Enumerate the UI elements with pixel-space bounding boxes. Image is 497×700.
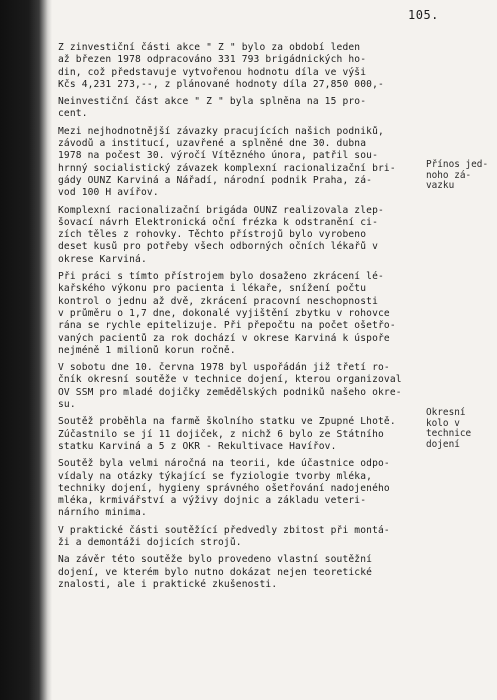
paragraph <box>58 42 420 91</box>
text-line: Z zinvestiční části akce " Z " bylo za období leden <box>58 42 361 53</box>
text-line: vídaly na otázky týkající se fyziologie tvorby mléka, <box>58 470 373 482</box>
text-line: 1978 na počest 30. výročí Vítězného února, patřil sou- <box>58 150 378 162</box>
text-line: až březen 1978 odpracováno 331 793 brigádnických ho- <box>58 54 367 66</box>
margin-note-line: vazku <box>426 180 455 191</box>
text-line: čník okresní soutěže v technice dojení, kterou organizoval <box>58 374 402 386</box>
text-line: statku Karviná a 5 z OKR - Rekultivace Havířov. <box>58 440 337 452</box>
paragraph <box>58 271 420 357</box>
text-line: závodů a institucí, uzavřené a splněné dne 30. dubna <box>58 138 367 150</box>
text-line: vaných pacientů za rok dochází v okrese Karviná k úspoře <box>58 332 390 344</box>
text-line: šovací návrh Elektronická oční frézka k odstranění ci- <box>58 216 378 228</box>
text-line: mléka, krmivářství a výživy dojnic a základu veteri- <box>58 495 367 507</box>
paragraph <box>58 458 420 519</box>
text-line: OV SSM pro mladé dojičky zemědělských podniků našeho okre- <box>58 386 402 398</box>
text-line: dojení, ve kterém bylo nutno dokázat nejen teoretické <box>58 566 373 578</box>
paragraph <box>58 96 420 121</box>
text-line: ži a demontáži dojicích strojů. <box>58 536 242 548</box>
margin-note-line: dojení <box>426 438 460 450</box>
text-line: V praktické části soutěžící předvedly zbitost při montá- <box>58 524 390 536</box>
margin-note-district-round <box>426 408 496 450</box>
text-line: deset kusů pro potřeby všech odborných očních lékařů v <box>58 241 378 253</box>
text-line: Mezi nejhodnotnější závazky pracujících našich podniků, <box>58 125 384 137</box>
margin-note-contribution <box>426 160 496 192</box>
paragraph <box>58 126 420 200</box>
text-line: Při práci s tímto přístrojem bylo dosaženo zkrácení lé- <box>58 271 384 283</box>
text-line: Zúčastnilo se jí 11 dojiček, z nichž 6 bylo ze Státního <box>58 428 384 440</box>
text-line: Soutěž proběhla na farmě školního statku ve Zpupné Lhotě. <box>58 416 396 428</box>
margin-note-line: noho zá- <box>426 169 472 181</box>
text-line: nejméně 1 milionů korun ročně. <box>58 344 236 356</box>
text-line: gády OÚNZ Karviná a Nářadí, národní podnik Praha, zá- <box>58 174 373 186</box>
margin-note-line: technice <box>426 428 472 439</box>
text-line: cent. <box>58 108 88 120</box>
margin-note-line: Okresní <box>426 407 466 418</box>
text-line: Neinvestiční část akce " Z " byla splněna na 15 pro- <box>58 96 367 108</box>
text-line: kontrol o jednu až dvě, zkrácení pracovní neschopnosti <box>58 295 378 307</box>
text-line: vod 100 H avířov. <box>58 187 159 199</box>
text-line: Komplexní racionalizační brigáda OÚNZ realizovala zlep- <box>58 204 384 216</box>
paragraph <box>58 205 420 266</box>
text-line: hrnný socialistický závazek komplexní racionalizační bri- <box>58 162 396 174</box>
text-line: su. <box>58 399 76 411</box>
text-line: rána se rychle epitelizuje. Při přepočtu na počet ošetřo- <box>58 320 396 332</box>
text-line: Soutěž byla velmi náročná na teorii, kde účastnice odpo- <box>58 458 390 470</box>
text-line: v průměru o 1,7 dne, dokonalé vyjištění zbytku v rohovce <box>58 307 390 319</box>
text-line: Na závěr této soutěže bylo provedeno vlastní soutěžní <box>58 554 373 566</box>
text-line: techniky dojení, hygieny správného ošetřování nadojeného <box>58 482 390 494</box>
text-line: zích těles z rohovky. Těchto přístrojů bylo vyrobeno <box>58 229 367 241</box>
text-line: din, což představuje vytvořenou hodnotu díla ve výši <box>58 66 367 78</box>
text-line: okrese Karviná. <box>58 253 147 265</box>
body-text <box>58 42 420 591</box>
scan-binding-shadow <box>0 0 52 700</box>
text-line: V sobotu dne 10. června 1978 byl uspořádán již třetí ro- <box>58 362 390 374</box>
margin-note-line: kolo v <box>426 417 460 429</box>
paragraph <box>58 525 420 550</box>
paragraph <box>58 416 420 453</box>
text-line: nárního minima. <box>58 507 147 519</box>
paragraph <box>58 554 420 591</box>
text-line: znalosti, ale i praktické zkušenosti. <box>58 578 278 590</box>
paragraph <box>58 362 420 411</box>
margin-note-line: Přínos jed- <box>426 159 489 170</box>
text-line: kařského výkonu pro pacienta i lékaře, snížení počtu <box>58 283 367 295</box>
page-number: 105. <box>408 8 439 22</box>
text-line: Kčs 4,231 273,--, z plánované hodnoty díla 27,850 000,- <box>58 78 384 90</box>
